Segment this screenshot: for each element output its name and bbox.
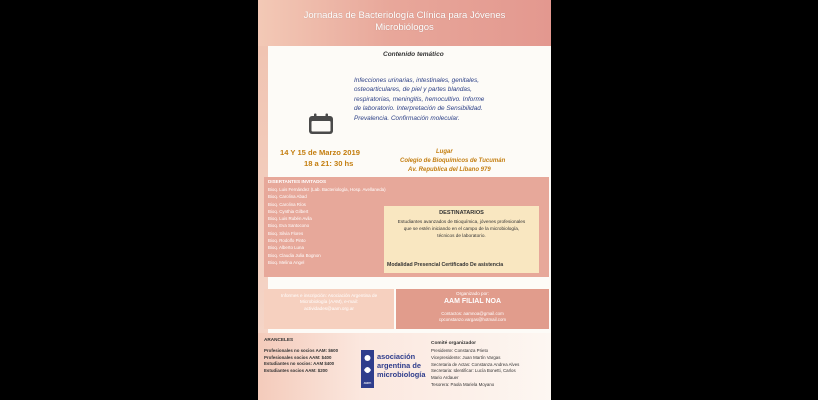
- contenido-line: osteoarticulares, de piel y partes blandas,: [354, 86, 472, 94]
- lugar-label: Lugar: [436, 149, 453, 155]
- destinatarios-box: [384, 206, 539, 273]
- speaker-item: Bioq. Carolina Ríos: [268, 201, 306, 207]
- contenido-text: [354, 76, 542, 123]
- lugar-address: Av. Republica del Líbano 979: [408, 167, 491, 173]
- speaker-item: Bioq. Silvia Flores: [268, 230, 304, 236]
- title-line-2: Microbiólogos: [375, 22, 434, 33]
- contenido-line: de laboratorio. Interpretación de Sensibilidad.: [354, 105, 483, 113]
- speaker-item: Bioq. Melina Angel: [268, 259, 305, 265]
- speaker-item: Bioq. Luis Fernández (Lab. Bacteriología, Hosp. Avellaneda): [268, 187, 386, 192]
- logo-line-1: asociación: [377, 352, 416, 361]
- committee-item: Vicepresidente: Juan Martín Vargas: [431, 354, 501, 360]
- committee-list: [431, 348, 519, 389]
- committee-title: Comité organizador: [431, 341, 477, 346]
- event-title: [266, 10, 543, 34]
- destinatarios-line: que se estén iniciando en el campo de la microbiología,: [403, 225, 520, 231]
- calendar-icon: [308, 113, 334, 135]
- contact-line: Contactos: aamnoa@gmail.com: [441, 311, 504, 316]
- destinatarios-text: [388, 219, 535, 239]
- organizer-label: Organizado por:: [456, 291, 489, 296]
- contact-line: cpconstanzo.vargas@hotmail.com: [438, 317, 507, 322]
- organizer-info: [396, 289, 549, 329]
- speaker-item: Bioq. Cynthia Gilbert: [268, 208, 309, 214]
- event-time: 18 a 21: 30 hs: [304, 159, 354, 168]
- destinatarios-line: Estudiantes avanzados de Bioquímica, jóvenes profesionales: [397, 219, 526, 224]
- aam-logo: [361, 350, 429, 390]
- logo-line-2: argentina de: [377, 361, 421, 370]
- registration-info: [264, 289, 394, 329]
- speakers-list: [264, 186, 384, 266]
- speakers-title: DISERTANTES INVITADOS: [268, 179, 327, 184]
- event-date: 14 Y 15 de Marzo 2019: [280, 148, 360, 157]
- destinatarios-title: DESTINATARIOS: [439, 210, 484, 216]
- contenido-label: Contenido temático: [383, 51, 444, 58]
- speaker-item: Bioq. Rodolfo Pinto: [268, 238, 306, 244]
- registration-email: actividades@aam.org.ar: [304, 305, 354, 311]
- fees-list: [264, 348, 338, 374]
- fee-item: Estudiantes no socios: AAM $400: [264, 361, 335, 367]
- registration-text: [268, 293, 390, 312]
- contenido-line: respiratorias, meningitis, hemocultivo. Informe: [354, 95, 485, 103]
- committee-item: Secretaria: Identificar: Lucía Bonetti, Carlos: [431, 368, 516, 374]
- committee-item: Tesorera: Paola Mariela Moyano: [431, 381, 495, 387]
- poster-header: [258, 0, 551, 46]
- speaker-item: Bioq. Luis Rubén Avila: [268, 216, 312, 222]
- speakers-list-block: [264, 179, 384, 266]
- logo-badge-text: aam: [363, 380, 372, 385]
- event-poster: [258, 0, 551, 400]
- committee-item: Mario Ardauer: [431, 375, 459, 381]
- logo-line-3: microbiología: [377, 370, 426, 379]
- speaker-item: Bioq. Carolina Abad: [268, 194, 307, 200]
- contenido-line: Infecciones urinarias, intestinales, genitales,: [354, 77, 480, 84]
- organizer-name: AAM FILIAL NOA: [443, 298, 502, 305]
- aam-logo-mark: [361, 350, 374, 388]
- registration-line: Informes e inscripción: Asociación Argentina de: [280, 293, 378, 298]
- lugar-place: Colegio de Bioquímicos de Tucumán: [400, 158, 506, 164]
- speaker-item: Bioq. Eva Santocono: [268, 223, 310, 229]
- destinatarios-line: técnicos de laboratorio.: [437, 232, 486, 238]
- title-line-1: Jornadas de Bacteriología Clínica para Jóvenes: [303, 10, 506, 21]
- committee-item: Secretaria de Actas: Constanza Andrea Alves: [431, 361, 520, 367]
- fees-title: ARANCELES: [264, 337, 294, 342]
- speaker-item: Bioq. Alberto Luna: [268, 245, 304, 251]
- microbe-icon: [361, 350, 374, 388]
- fee-item: Profesionales no socios AAM: $600: [264, 348, 339, 353]
- organizer-contacts: [396, 311, 549, 323]
- speaker-item: Bioq. Claudia Julia Bognon: [268, 252, 321, 258]
- modalidad-text: Modalidad Presencial Certificado De asistencia: [387, 262, 504, 268]
- registration-line: Microbiología (AAM), e-mail:: [300, 299, 358, 305]
- fee-item: Profesionales socios AAM: $400: [264, 354, 332, 360]
- fee-item: Estudiantes socios AAM: $200: [264, 367, 328, 373]
- committee-item: Presidente: Constanza Prieto: [431, 348, 489, 353]
- contenido-line: Prevalencia. Confirmación molecular.: [354, 114, 460, 122]
